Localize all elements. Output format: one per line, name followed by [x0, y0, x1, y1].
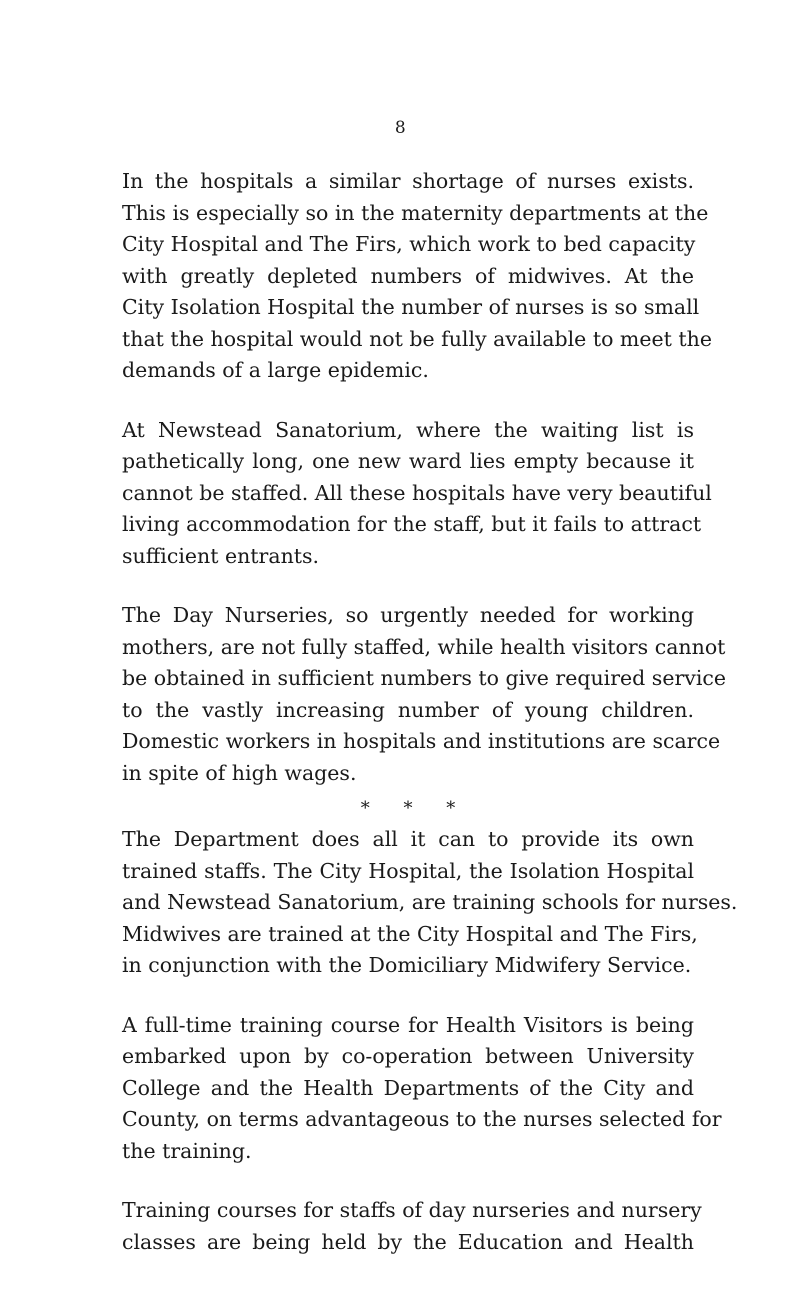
text-line: Domestic workers in hospitals and institutions are scarce: [122, 729, 721, 753]
document-body: [122, 166, 738, 1258]
text-line: living accommodation for the staff, but it fails to attract: [122, 512, 702, 536]
text-line: classes are being held by the Education and Health: [122, 1229, 694, 1254]
text-line: in conjunction with the Domiciliary Midwifery Service.: [122, 953, 692, 977]
text-line: The Department does all it can to provide its own: [122, 827, 694, 851]
text-line: sufficient entrants.: [122, 543, 320, 568]
paragraph-hospitals-shortage: [122, 166, 712, 387]
paragraph-nursery-training: [122, 1195, 702, 1258]
text-line: pathetically long, one new ward lies empty because it: [122, 449, 694, 473]
text-line: that the hospital would not be fully available to meet the: [122, 326, 712, 351]
paragraph-department-training: [122, 824, 738, 982]
text-line: to the vastly increasing number of young children.: [122, 697, 694, 722]
text-line: demands of a large epidemic.: [122, 358, 429, 382]
text-line: City Hospital and The Firs, which work to bed capacity: [122, 232, 696, 256]
text-line: the training.: [122, 1138, 252, 1163]
text-line: At Newstead Sanatorium, where the waiting list is: [122, 417, 694, 442]
text-line: This is especially so in the maternity departments at the: [122, 200, 709, 225]
text-line: College and the Health Departments of the City and: [122, 1075, 694, 1100]
text-line: Midwives are trained at the City Hospital and The Firs,: [122, 921, 698, 946]
paragraph-health-visitors-course: [122, 1010, 722, 1168]
text-line: trained staffs. The City Hospital, the Isolation Hospital: [122, 858, 694, 883]
paragraph-day-nurseries: [122, 600, 726, 789]
text-line: cannot be staffed. All these hospitals have very beautiful: [122, 480, 712, 505]
text-line: A full-time training course for Health Visitors is being: [122, 1012, 694, 1037]
text-line: embarked upon by co-operation between University: [122, 1044, 694, 1068]
section-separator: * * *: [360, 798, 470, 819]
text-line: In the hospitals a similar shortage of nurses exists.: [122, 169, 694, 193]
text-line: mothers, are not fully staffed, while health visitors cannot: [122, 634, 726, 659]
text-line: in spite of high wages.: [122, 760, 357, 785]
paragraph-newstead-sanatorium: [122, 415, 712, 573]
page-number: 8: [394, 118, 407, 138]
text-line: The Day Nurseries, so urgently needed for working: [122, 603, 694, 627]
text-line: County, on terms advantageous to the nurses selected for: [122, 1107, 722, 1131]
text-line: City Isolation Hospital the number of nurses is so small: [122, 295, 700, 319]
text-line: Training courses for staffs of day nurseries and nursery: [122, 1198, 702, 1222]
text-line: be obtained in sufficient numbers to give required service: [122, 666, 726, 690]
text-line: and Newstead Sanatorium, are training schools for nurses.: [122, 890, 738, 914]
text-line: with greatly depleted numbers of midwives. At the: [122, 263, 694, 288]
